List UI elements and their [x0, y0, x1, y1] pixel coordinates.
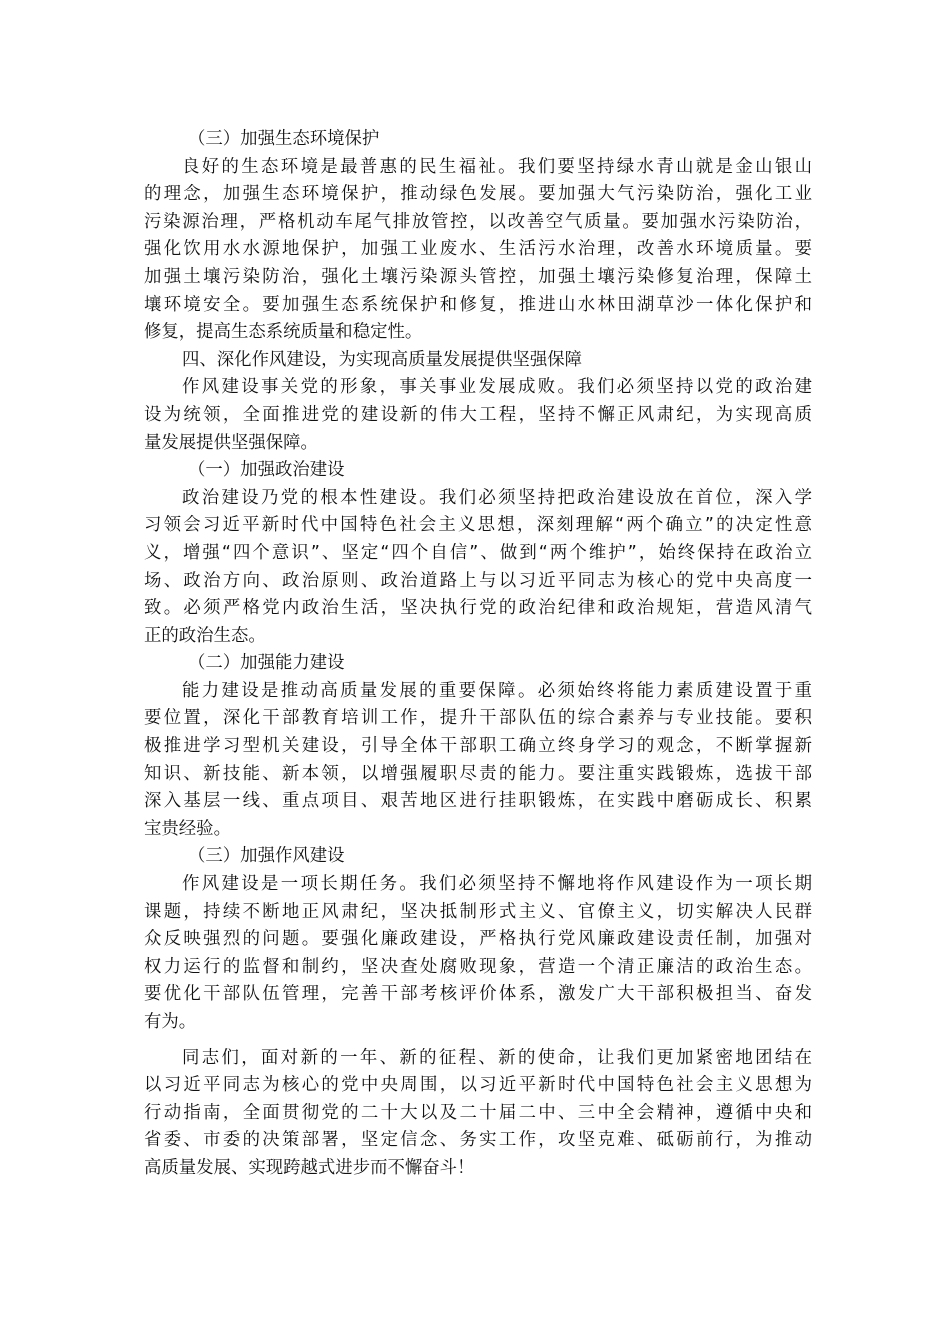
- section-political: [144, 457, 812, 650]
- paragraph-line: 以习近平同志为核心的党中央周围，以习近平新时代中国特色社会主义思想为: [144, 1075, 812, 1096]
- paragraph-line: 习领会习近平新时代中国特色社会主义思想，深刻理解“两个确立”的决定性意: [144, 515, 812, 536]
- section-capability: [144, 650, 812, 843]
- paragraph-line: 强化饮用水水源地保护，加强工业废水、生活污水治理，改善水环境质量。要: [144, 239, 812, 260]
- paragraph-line: 场、政治方向、政治原则、政治道路上与以习近平同志为核心的党中央高度一: [144, 570, 812, 591]
- section-heading: 四、深化作风建设，为实现高质量发展提供坚强保障: [182, 349, 582, 370]
- paragraph-line: 能力建设是推动高质量发展的重要保障。必须始终将能力素质建设置于重: [182, 680, 812, 701]
- paragraph-line: 宝贵经验。: [144, 818, 231, 839]
- paragraph-line: 修复，提高生态系统质量和稳定性。: [144, 322, 423, 343]
- paragraph-line: 课题，持续不断地正风肃纪，坚决抵制形式主义、官僚主义，切实解决人民群: [144, 901, 812, 922]
- paragraph-line: 义，增强“四个意识”、坚定“四个自信”、做到“两个维护”，始终保持在政治立: [144, 542, 812, 563]
- paragraph-line: 良好的生态环境是最普惠的民生福祉。我们要坚持绿水青山就是金山银山: [182, 156, 812, 177]
- paragraph-line: 作风建设是一项长期任务。我们必须坚持不懈地将作风建设作为一项长期: [182, 874, 812, 895]
- paragraph-line: 权力运行的监督和制约，坚决查处腐败现象，营造一个清正廉洁的政治生态。: [144, 956, 812, 977]
- section-heading: （二）加强能力建设: [188, 653, 345, 674]
- paragraph-line: 众反映强烈的问题。要强化廉政建设，严格执行党风廉政建设责任制，加强对: [144, 929, 812, 950]
- paragraph-line: 知识、新技能、新本领，以增强履职尽责的能力。要注重实践锻炼，选拔干部: [144, 763, 812, 784]
- section-work-style-main: [144, 347, 812, 457]
- paragraph-line: 省委、市委的决策部署，坚定信念、务实工作，攻坚克难、砥砺前行，为推动: [144, 1130, 812, 1151]
- paragraph-line: 同志们，面对新的一年、新的征程、新的使命，让我们更加紧密地团结在: [182, 1047, 812, 1068]
- section-heading: （三）加强作风建设: [188, 846, 345, 867]
- paragraph-line: 加强土壤污染防治，强化土壤污染源头管控，加强土壤污染修复治理，保障土: [144, 266, 812, 287]
- paragraph-line: 极推进学习型机关建设，引导全体干部职工确立终身学习的观念，不断掌握新: [144, 736, 812, 757]
- paragraph-line: 要优化干部队伍管理，完善干部考核评价体系，激发广大干部积极担当、奋发: [144, 984, 812, 1005]
- paragraph-line: 致。必须严格党内政治生活，坚决执行党的政治纪律和政治规矩，营造风清气: [144, 598, 812, 619]
- paragraph-line: 政治建设乃党的根本性建设。我们必须坚持把政治建设放在首位，深入学: [182, 487, 812, 508]
- paragraph-line: 量发展提供坚强保障。: [144, 432, 318, 453]
- section-heading: （三）加强生态环境保护: [188, 129, 380, 149]
- paragraph-line: 壤环境安全。要加强生态系统保护和修复，推进山水林田湖草沙一体化保护和: [144, 294, 812, 315]
- paragraph-line: 的理念，加强生态环境保护，推动绿色发展。要加强大气污染防治，强化工业: [144, 184, 812, 205]
- paragraph-line: 要位置，深化干部教育培训工作，提升干部队伍的综合素养与专业技能。要积: [144, 708, 812, 729]
- section-work-style: [144, 843, 812, 1036]
- paragraph-line: 设为统领，全面推进党的建设新的伟大工程，坚持不懈正风肃纪，为实现高质: [144, 404, 812, 425]
- paragraph-gap: [144, 1037, 812, 1045]
- document-body: [144, 126, 812, 1183]
- section-closing: [144, 1045, 812, 1183]
- paragraph-line: 污染源治理，严格机动车尾气排放管控，以改善空气质量。要加强水污染防治，: [144, 211, 812, 232]
- section-ecology: [144, 126, 812, 347]
- section-heading: （一）加强政治建设: [188, 460, 345, 481]
- paragraph-line: 有为。: [144, 1012, 197, 1032]
- paragraph-line: 高质量发展、实现跨越式进步而不懈奋斗！: [144, 1157, 475, 1178]
- paragraph-line: 行动指南，全面贯彻党的二十大以及二十届二中、三中全会精神，遵循中央和: [144, 1102, 812, 1123]
- paragraph-line: 作风建设事关党的形象，事关事业发展成败。我们必须坚持以党的政治建: [182, 377, 812, 398]
- paragraph-line: 正的政治生态。: [144, 625, 266, 646]
- paragraph-line: 深入基层一线、重点项目、艰苦地区进行挂职锻炼，在实践中磨砺成长、积累: [144, 791, 812, 812]
